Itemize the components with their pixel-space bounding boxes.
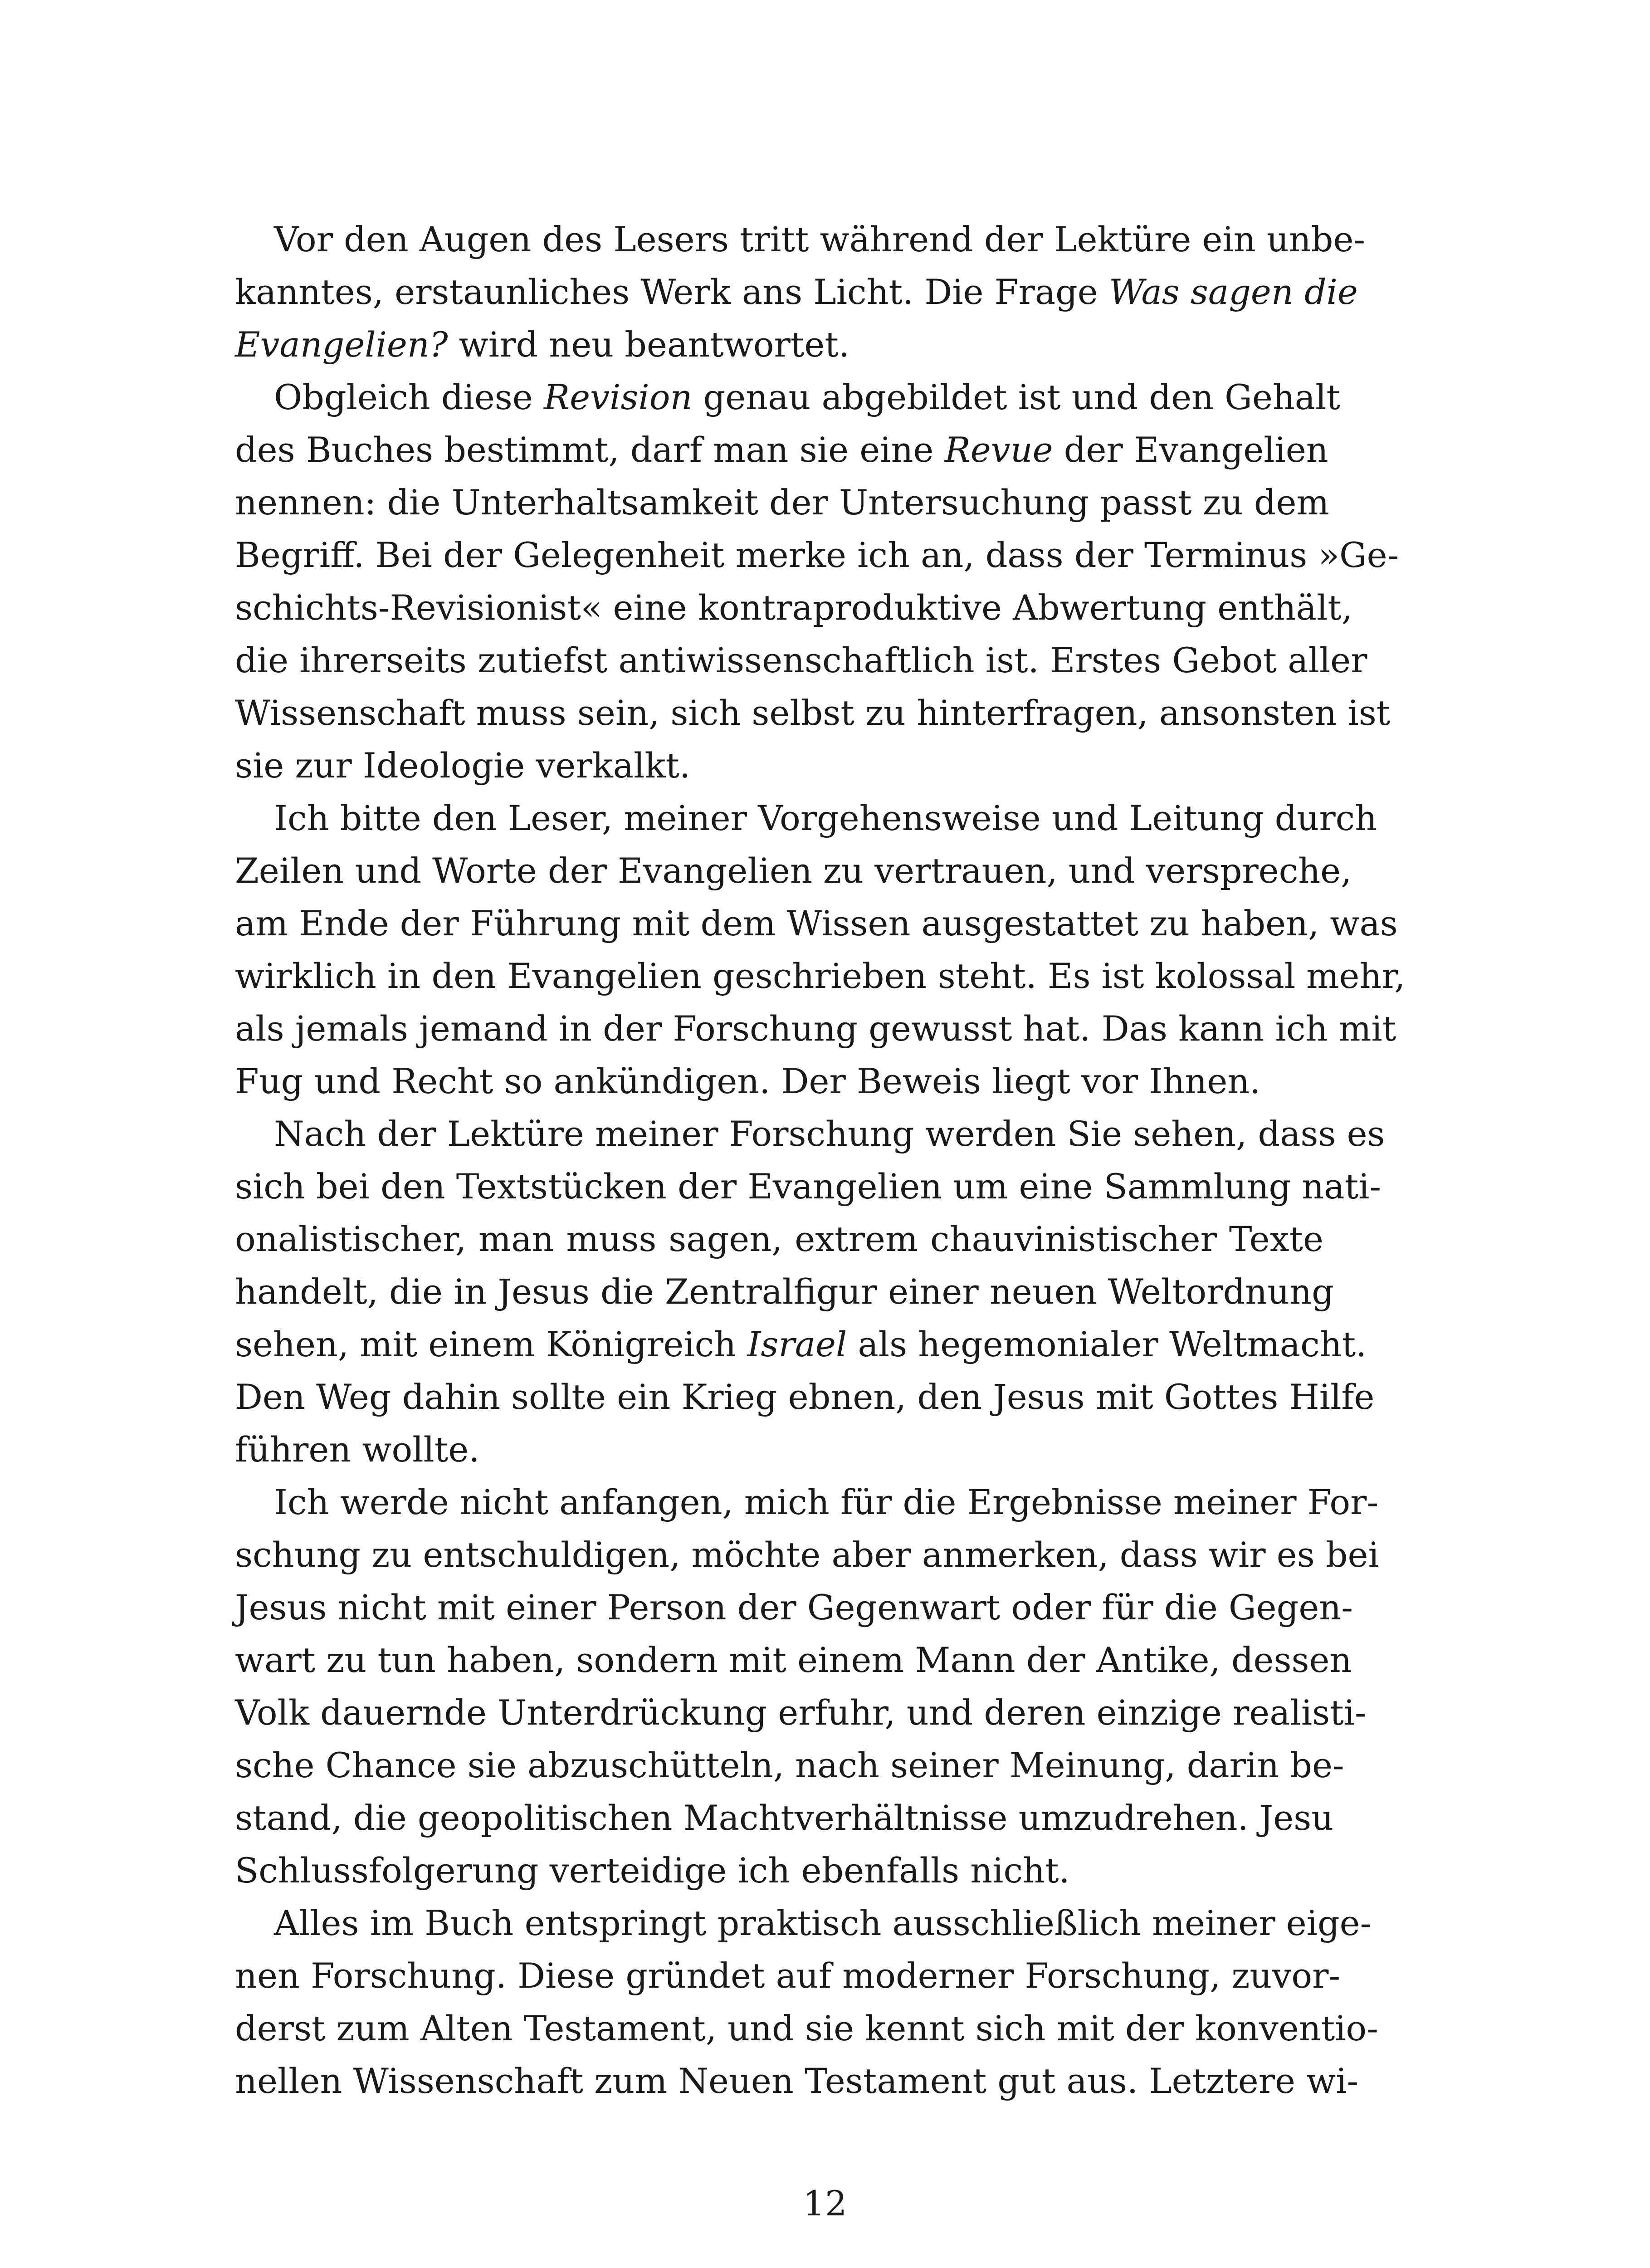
text-line <box>235 1318 1367 1371</box>
text-segment: der Evangelien <box>1053 430 1328 470</box>
text-line <box>235 1844 1323 1897</box>
text-line <box>235 1897 1372 1950</box>
text-line <box>235 371 1340 424</box>
text-line <box>235 1108 1385 1160</box>
italic-text: Was sagen die <box>1108 272 1358 312</box>
text-line <box>235 582 1352 634</box>
text-line <box>235 845 1352 897</box>
text-segment: nellen Wissenschaft zum Neuen Testament gut aus. Letztere wi- <box>235 2061 1359 2101</box>
text-segment: als hegemonialer Weltmacht. <box>847 1324 1367 1364</box>
text-line <box>235 318 1323 371</box>
text-line <box>235 266 1358 318</box>
text-line <box>235 1423 1323 1476</box>
text-segment: sie zur Ideologie verkalkt. <box>235 745 691 786</box>
italic-text: Israel <box>747 1324 847 1364</box>
text-line <box>235 1792 1334 1844</box>
text-line <box>235 1581 1353 1634</box>
text-line <box>235 529 1399 582</box>
text-line <box>235 1160 1382 1213</box>
text-segment: als jemals jemand in der Forschung gewusst hat. Das kann ich mit <box>235 1008 1396 1049</box>
text-line <box>235 950 1406 1002</box>
text-line <box>235 1266 1334 1318</box>
italic-text: Revision <box>543 377 693 417</box>
text-line <box>235 1950 1341 2002</box>
text-segment: am Ende der Führung mit dem Wissen ausgestattet zu haben, was <box>235 903 1398 943</box>
text-line <box>235 1686 1367 1739</box>
text-segment: die ihrerseits zutiefst antiwissenschaftlich ist. Erstes Gebot aller <box>235 640 1367 680</box>
text-line <box>235 687 1391 739</box>
text-segment: wird neu beantwortet. <box>448 324 850 365</box>
text-segment: nennen: die Unterhaltsamkeit der Untersuchung passt zu dem <box>235 482 1329 523</box>
text-segment: Alles im Buch entspringt praktisch ausschließlich meiner eige- <box>274 1903 1372 1943</box>
text-line <box>235 634 1367 687</box>
text-segment: führen wollte. <box>235 1429 480 1470</box>
text-segment: sehen, mit einem Königreich <box>235 1324 747 1364</box>
text-segment: sich bei den Textstücken der Evangelien um eine Sammlung nati- <box>235 1166 1382 1207</box>
text-line <box>235 897 1398 950</box>
text-segment: onalistischer, man muss sagen, extrem chauvinistischer Texte <box>235 1219 1323 1259</box>
text-line <box>235 1371 1375 1423</box>
text-segment: wart zu tun haben, sondern mit einem Mann der Antike, dessen <box>235 1640 1352 1680</box>
text-segment: Obgleich diese <box>274 377 544 417</box>
text-line <box>235 1002 1396 1055</box>
text-line <box>235 213 1366 266</box>
text-segment: Zeilen und Worte der Evangelien zu vertrauen, und verspreche, <box>235 850 1352 891</box>
text-segment: Vor den Augen des Lesers tritt während der Lektüre ein unbe- <box>274 219 1366 259</box>
text-line <box>235 2055 1359 2107</box>
text-segment: Schlussfolgerung verteidige ich ebenfalls nicht. <box>235 1850 1070 1891</box>
text-segment: Fug und Recht so ankündigen. Der Beweis liegt vor Ihnen. <box>235 1061 1261 1101</box>
text-segment: Wissenschaft muss sein, sich selbst zu hinterfragen, ansonsten ist <box>235 693 1391 733</box>
text-segment: Nach der Lektüre meiner Forschung werden Sie sehen, dass es <box>274 1114 1385 1154</box>
text-line <box>235 424 1328 476</box>
text-line <box>235 1739 1344 1792</box>
text-segment: sche Chance sie abzuschütteln, nach seiner Meinung, darin be- <box>235 1745 1344 1785</box>
text-segment: stand, die geopolitischen Machtverhältnisse umzudrehen. Jesu <box>235 1798 1334 1838</box>
text-line <box>235 1634 1352 1686</box>
italic-text: Revue <box>944 430 1053 470</box>
text-line <box>235 1213 1323 1266</box>
text-segment: nen Forschung. Diese gründet auf moderner Forschung, zuvor- <box>235 1955 1341 1996</box>
text-segment: Den Weg dahin sollte ein Krieg ebnen, den Jesus mit Gottes Hilfe <box>235 1377 1375 1417</box>
text-line <box>235 792 1377 845</box>
text-segment: Begriff. Bei der Gelegenheit merke ich an, dass der Terminus »Ge- <box>235 535 1399 575</box>
text-line <box>235 1476 1379 1529</box>
italic-text: Evangelien? <box>235 324 448 365</box>
text-line <box>235 2002 1378 2055</box>
page-number: 12 <box>803 2183 847 2224</box>
body-text <box>235 213 1406 2107</box>
text-segment: wirklich in den Evangelien geschrieben steht. Es ist kolossal mehr, <box>235 956 1406 996</box>
text-segment: schung zu entschuldigen, möchte aber anmerken, dass wir es bei <box>235 1535 1379 1575</box>
text-segment: schichts-Revisionist« eine kontraproduktive Abwertung enthält, <box>235 587 1352 628</box>
text-segment: kanntes, erstaunliches Werk ans Licht. Die Frage <box>235 272 1109 312</box>
text-segment: genau abgebildet ist und den Gehalt <box>692 377 1340 417</box>
text-line <box>235 476 1329 529</box>
text-segment: derst zum Alten Testament, und sie kennt sich mit der konventio- <box>235 2008 1378 2048</box>
text-line <box>235 1055 1323 1108</box>
text-segment: Volk dauernde Unterdrückung erfuhr, und deren einzige realisti- <box>235 1692 1367 1733</box>
text-line <box>235 1529 1379 1581</box>
text-segment: Ich werde nicht anfangen, mich für die Ergebnisse meiner For- <box>274 1482 1379 1522</box>
text-segment: handelt, die in Jesus die Zentralfigur einer neuen Weltordnung <box>235 1271 1334 1312</box>
text-segment: Jesus nicht mit einer Person der Gegenwart oder für die Gegen- <box>235 1587 1353 1628</box>
text-segment: des Buches bestimmt, darf man sie eine <box>235 430 945 470</box>
text-segment: Ich bitte den Leser, meiner Vorgehensweise und Leitung durch <box>274 798 1377 838</box>
text-line <box>235 739 1323 792</box>
